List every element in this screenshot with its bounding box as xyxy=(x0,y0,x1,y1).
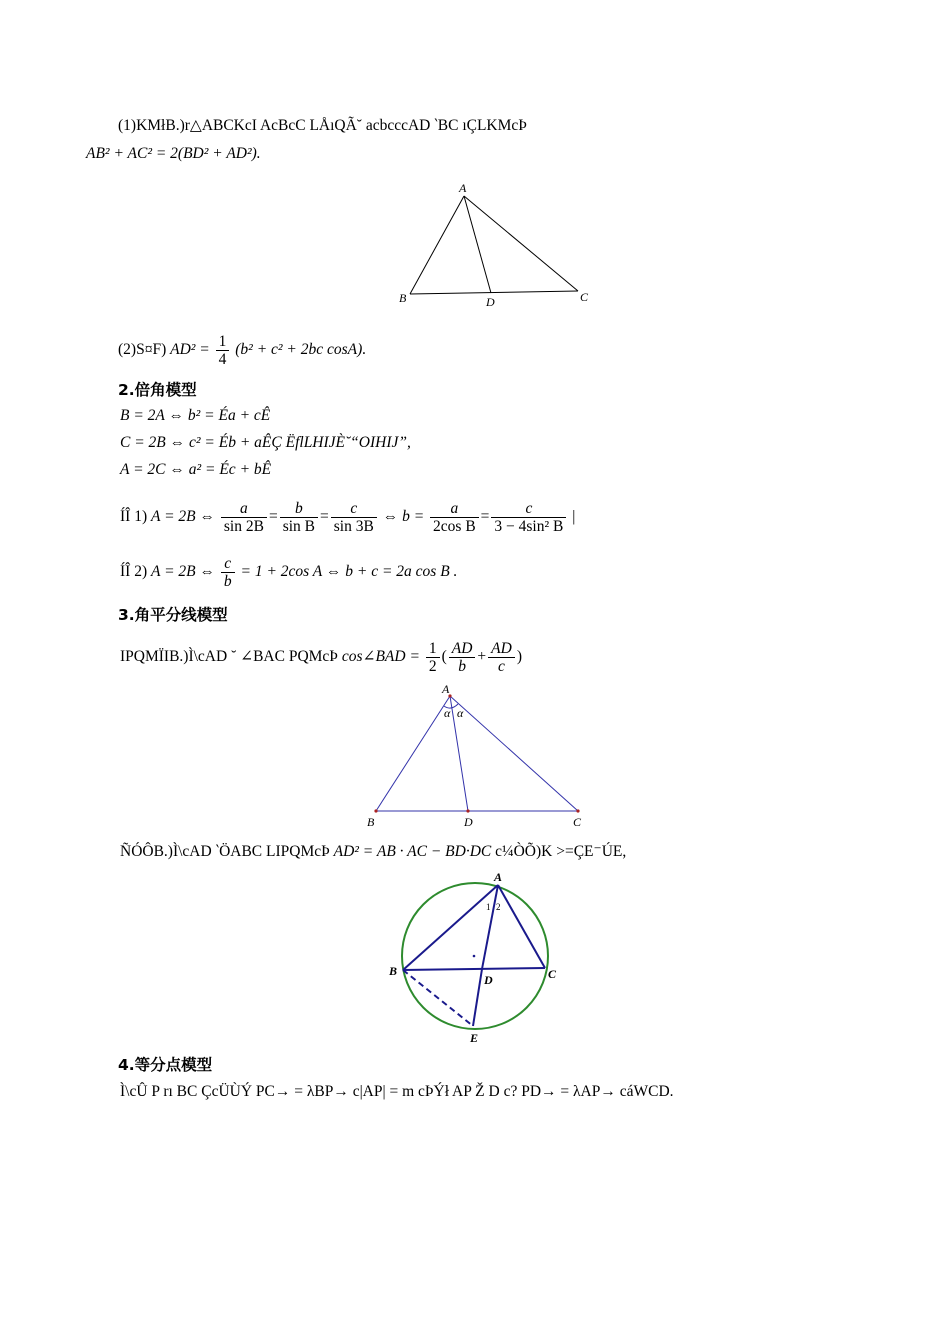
angle-bisector-figure xyxy=(360,680,592,830)
division-point-line1: Ì\cÛ P rı BC ÇcÜÙÝ PC→ = λBP→ c|AP| = m cÞÝł AP Ž D c? PD→ = λAP→ cáWCD. xyxy=(120,1083,674,1100)
fig3-label-c: C xyxy=(548,967,557,981)
fraction: $\frac{c}{\text{3 − 4sin² B}}$ xyxy=(491,500,566,535)
fig1-label-d: D xyxy=(486,295,495,309)
fraction: $\frac{b}{\text{sin B}}$ xyxy=(280,500,318,535)
double-angle-eq2: C = 2B ⇔ c² = Éb + aÊÇ ËflLHIJÈ˘“OIHIJ”, xyxy=(120,434,411,451)
fig1-label-c: C xyxy=(580,290,589,304)
heading-angle-bisector: 3.角平分线模型 xyxy=(118,606,228,624)
heading-division-point: 4.等分点模型 xyxy=(118,1056,213,1074)
sec1-line1: (1)KMłB.)r△ABCKcI AcBcC LÅıQÃ˘ acbcccAD ‵BC ıÇLKMcÞ xyxy=(118,117,527,134)
fig2-label-a: A xyxy=(442,682,450,696)
fraction: $\frac{1}{2}$ xyxy=(426,640,440,675)
double-angle-case2: ÍÎ 2) A = 2B ⇔ $\frac{c}{b}$ = 1 + 2cos A ⇔ b + c = 2a cos B . xyxy=(120,555,458,590)
fraction: $\frac{AD}{c}$ xyxy=(488,640,515,675)
double-angle-eq3: A = 2C ⇔ a² = Éc + bÊ xyxy=(120,461,272,478)
fraction: $\frac{a}{\text{2cos B}}$ xyxy=(430,500,479,535)
fig2-alpha-right: α xyxy=(457,706,464,720)
circumcircle-figure xyxy=(385,868,565,1046)
fig3-angle-2: 2 xyxy=(496,902,501,912)
fig2-label-b: B xyxy=(367,815,375,829)
fraction: $\frac{c}{b}$ xyxy=(221,555,235,590)
fig2-label-d: D xyxy=(464,815,473,829)
fig3-label-e: E xyxy=(470,1031,479,1045)
fig1-label-a: A xyxy=(459,181,467,195)
bisector-line1: IPQMÏIB.)Ì\cAD ˘ ∠BAC PQMcÞ cos∠BAD = $\frac{1}{2}$ ( $\frac{AD}{b}$ + $\frac{AD}{c}$ ) xyxy=(120,640,522,675)
heading-double-angle: 2.倍角模型 xyxy=(118,381,197,399)
fraction: $\frac{a}{\sin 2B}$ xyxy=(221,500,267,535)
fig2-alpha-left: α xyxy=(444,706,451,720)
fig2-label-c: C xyxy=(573,815,582,829)
fraction: $\frac{c}{\sin 3B}$ xyxy=(331,500,377,535)
bisector-line2: ÑÓÔB.)Ì\cAD ‵ÖABC LIPQMcÞ AD² = AB · AC − BD·DC c¼ÒÕ)K >=ÇE⁻ÚE, xyxy=(120,843,627,860)
fig3-label-b: B xyxy=(389,964,398,978)
triangle-median-figure xyxy=(390,178,600,310)
fraction: $\frac{AD}{b}$ xyxy=(449,640,476,675)
fraction: $\frac{1}{4}$ xyxy=(216,333,230,368)
fig1-label-b: B xyxy=(399,291,407,305)
fig3-angle-1: 1 xyxy=(486,902,491,912)
sec1-median-formula: AB² + AC² = 2(BD² + AD²). xyxy=(86,145,261,162)
double-angle-case1: ÍÎ 1) A = 2B ⇔ $\frac{a}{\sin 2B}$ = $\frac{b}{\text{sin B}}$ = $\frac{c}{\sin 3B}$ ⇔ b = $\frac{a}{\text{2cos B}}$ = $\frac{c}{\text{3 − 4sin² B}}$ | xyxy=(120,500,576,535)
fig3-label-d: D xyxy=(484,973,493,987)
sec1-line3: (2)S¤F) AD² = $\frac{1}{4}$ (b² + c² + 2bc cosA). xyxy=(118,333,367,368)
fig3-label-a: A xyxy=(494,870,503,884)
double-angle-eq1: B = 2A ⇔ b² = Éa + cÊ xyxy=(120,407,271,424)
